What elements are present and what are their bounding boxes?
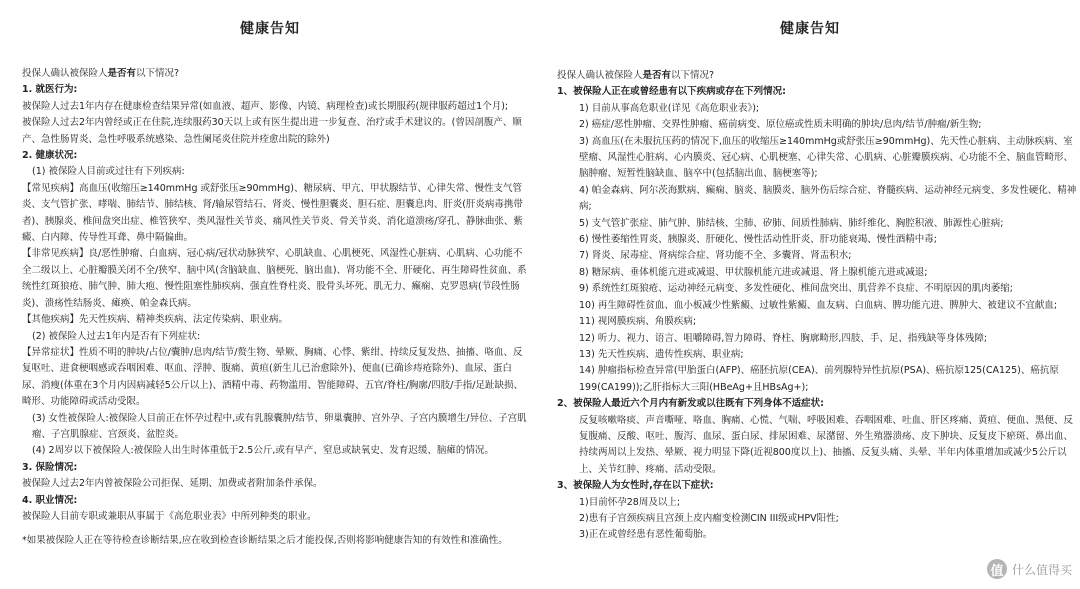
left-intro-emphasis: 是否有 — [107, 68, 137, 79]
site-watermark-text: 什么值得买 — [1011, 562, 1072, 577]
right-item: 10) 再生障碍性贫血、血小板减少性紫癜、过敏性紫癜、血友病、白血病、脾功能亢进、脾肿大、被建议不宜献血; — [579, 299, 1058, 311]
right-item: 13) 先天性疾病、遗传性疾病、职业病; — [579, 348, 744, 360]
right-section3-title: 3、被保险人为女性时,存在以下症状: — [557, 480, 714, 492]
right-doc-title: 健康告知 — [780, 21, 840, 37]
left-section2-sub1: (1) 被保险人目前或过往有下列疾病: — [32, 166, 185, 178]
left-section4-para: 被保险人目前专职或兼职从事属于《高危职业表》中所列种类的职业。 — [22, 510, 317, 522]
right-item: 6) 慢性萎缩性胃炎、胰腺炎、肝硬化、慢性活动性肝炎、肝功能衰竭、慢性酒精中毒; — [579, 234, 937, 246]
right-item: 7) 肾炎、尿毒症、肾病综合症、肾功能不全、多囊肾、肾盂积水; — [579, 250, 852, 262]
left-infant-insured: (4) 2周岁以下被保险人:被保险人出生时体重低于2.5公斤,或有早产、窒息或缺氧史、发育迟缓、脑瘫的情况。 — [32, 445, 494, 457]
right-intro — [557, 68, 1079, 84]
left-section3-title: 3. 保险情况: — [22, 461, 78, 473]
site-watermark — [987, 559, 1072, 579]
right-item: 9) 系统性红斑狼疮、运动神经元病变、多发性硬化、椎间盘突出、肌营养不良症、不明原因的肌肉萎缩; — [579, 283, 1013, 295]
left-section3-para: 被保险人过去2年内曾被保险公司拒保、延期、加费或者附加条件承保。 — [22, 478, 323, 490]
left-female-insured: (3) 女性被保险人:被保险人目前正在怀孕过程中,或有乳腺囊肿/结节、卵巢囊肿、宫外孕、子宫内膜增生/异位、子宫肌瘤、子宫肌腺症、宫颈炎、盆腔炎。 — [32, 412, 527, 440]
left-intro-c: 以下情况? — [136, 68, 180, 79]
left-severe-diseases: 【非常见疾病】良/恶性肿瘤、白血病、冠心病/冠状动脉狭窄、心肌缺血、心肌梗死、风湿性心脏病、心肌病、心功能不全二级以上、心脏瓣膜关闭不全/狭窄、脑中风(含脑缺血、脑梗死、脑出血)、肾功能不全、肝硬化、再生障碍性贫血、系统性红斑狼疮、肺气肿、肺大疱、慢性阻塞性肺疾病、强直性脊柱炎、股骨头坏死、肌无力、癫痫、克罗恩病(节段性肠炎)、溃疡性结肠炎、瘫痪、帕金森氏病。 — [22, 248, 527, 309]
right-item: 12) 听力、视力、语言、咀嚼障碍,智力障碍、脊柱、胸廓畸形,四肢、手、足、指残缺等身体残障; — [579, 332, 988, 344]
right-item: 4) 帕金森病、阿尔茨海默病、癫痫、脑炎、脑膜炎、脑外伤后综合症、脊髓疾病、运动神经元病变、多发性硬化、精神病; — [579, 184, 1077, 213]
right-item: 11) 视网膜疾病、角膜疾病; — [579, 316, 697, 328]
left-abnormal-symptoms: 【异常症状】性质不明的肿块/占位/囊肿/息肉/结节/赘生物、晕厥、胸痛、心悸、紫绀、持续反复发热、抽搐、咯血、反复呕吐、进食梗咽感或吞咽困难、呕血、浮肿、腹痛、黄疸(新生儿已治愈除外)、便血(已确诊痔疮除外)、血尿、蛋白尿、消瘦(体重在3个月内因病减轻5公斤以上)、酒精中毒、药物滥用、智能障碍、五官/脊柱/胸廓/四肢/手指/足趾缺损、畸形、功能障碍或活动受限。 — [22, 346, 524, 408]
left-intro — [22, 66, 527, 82]
right-section1-title: 1、被保险人正在或曾经患有以下疾病或存在下列情况: — [557, 86, 786, 98]
left-doc-body — [22, 66, 527, 550]
right-intro-a: 投保人确认被保险人 — [557, 70, 643, 81]
right-section2-para: 反复咳嗽咯痰、声音嘶哑、咯血、胸痛、心慌、气喘、呼吸困难、吞咽困难、吐血、肝区疼痛、黄疸、便血、黑便、反复腹痛、反酸、呕吐、腹泻、血尿、蛋白尿、排尿困难、尿潴留、外生殖器溃疡、皮下肿块、反复皮下瘀斑、鼻出血、持续两周以上发热、晕厥、视力明显下降(近视800度以上)、抽搐、反复头痛、头晕、半年内体重增加或减少5公斤以上、关节红肿、疼痛、活动受限。 — [579, 414, 1074, 475]
right-item: 2) 癌症/恶性肿瘤、交界性肿瘤、癌前病变、原位癌或性质未明确的肿块/息肉/结节/肿瘤/新生物; — [579, 119, 982, 131]
right-item: 1) 目前从事高危职业(详见《高危职业表》); — [579, 102, 760, 114]
left-other-diseases: 【其他疾病】先天性疾病、精神类疾病、法定传染病、职业病。 — [22, 314, 289, 326]
right-doc-body — [557, 68, 1079, 544]
right-item: 5) 支气管扩张症、肺气肿、肺结核、尘肺、矽肺、间质性肺病、肺纤维化、胸腔积液、肺源性心脏病; — [579, 217, 1004, 229]
left-footnote: *如果被保险人正在等待检查诊断结果,应在收到检查诊断结果之后才能投保,否则将影响健康告知的有效性和准确性。 — [22, 535, 508, 547]
right-item: 3) 高血压(在未服抗压药的情况下,血压的收缩压≥140mmHg或舒张压≥90mmHg)、先天性心脏病、主动脉疾病、室壁瘤、风湿性心脏病、心内膜炎、冠心病、心肌梗塞、心律失常、心肌病、心脏瓣膜疾病、心功能不全、脑血管畸形、脑肿瘤、短暂性脑缺血、脑卒中(包括脑出血、脑梗塞等); — [579, 135, 1074, 180]
site-logo-icon: 值 — [987, 559, 1007, 579]
right-female-item: 1)目前怀孕28周及以上; — [579, 496, 681, 508]
right-document-panel — [540, 0, 1080, 589]
right-item: 8) 糖尿病、垂体机能亢进或减退、甲状腺机能亢进或减退、肾上腺机能亢进或减退; — [579, 266, 928, 278]
left-section1-para2: 被保险人过去2年内曾经或正在住院,连续服药30天以上或有医生提出进一步复查、治疗或手术建议的。(曾因剖腹产、顺产、急性肠胃炎、急性呼吸系统感染、急性阑尾炎住院并痊愈出院的除外) — [22, 117, 522, 145]
left-section2-title: 2. 健康状况: — [22, 150, 78, 162]
left-common-diseases: 【常见疾病】高血压(收缩压≥140mmHg 或舒张压≥90mmHg)、糖尿病、甲亢、甲状腺结节、心律失常、慢性支气管炎、支气管扩张、哮喘、肺结节、肺结核、肾/输尿管结石、肾炎、慢性胆囊炎、胆石症、胆囊息肉、肝炎(肝炎病毒携带者)、胰腺炎、椎间盘突出症、椎管狭窄、类风湿性关节炎、痛风性关节炎、骨关节炎、消化道溃疡/穿孔、静脉曲张、紫癜、白内障、传导性耳聋、鼻中隔偏曲。 — [22, 182, 523, 244]
left-section1-title: 1. 就医行为: — [22, 84, 78, 96]
right-intro-emphasis: 是否有 — [642, 70, 672, 81]
left-intro-a: 投保人确认被保险人 — [22, 68, 108, 79]
left-section2-sub2: (2) 被保险人过去1年内是否有下列症状: — [32, 330, 201, 342]
left-section1-para1: 被保险人过去1年内存在健康检查结果异常(如血液、超声、影像、内镜、病理检查)或长期服药(规律服药超过1个月); — [22, 100, 509, 112]
left-section4-title: 4. 职业情况: — [22, 494, 78, 506]
right-female-item: 2)患有子宫颈疾病且宫颈上皮内瘤变检测CIN III级或HPV阳性; — [579, 512, 839, 524]
left-doc-title: 健康告知 — [240, 21, 300, 37]
right-female-item: 3)正在或曾经患有恶性葡萄胎。 — [579, 529, 713, 541]
right-section2-title: 2、被保险人最近六个月内有新发或以往既有下列身体不适症状: — [557, 398, 824, 410]
right-intro-c: 以下情况? — [671, 70, 715, 81]
right-item: 14) 肿瘤指标检查异常(甲胎蛋白(AFP)、癌胚抗原(CEA)、前列腺特异性抗原(PSA)、癌抗原125(CA125)、癌抗原199(CA199));乙肝指标大三阳(HBeAg+且HBsAg+); — [579, 365, 1059, 393]
